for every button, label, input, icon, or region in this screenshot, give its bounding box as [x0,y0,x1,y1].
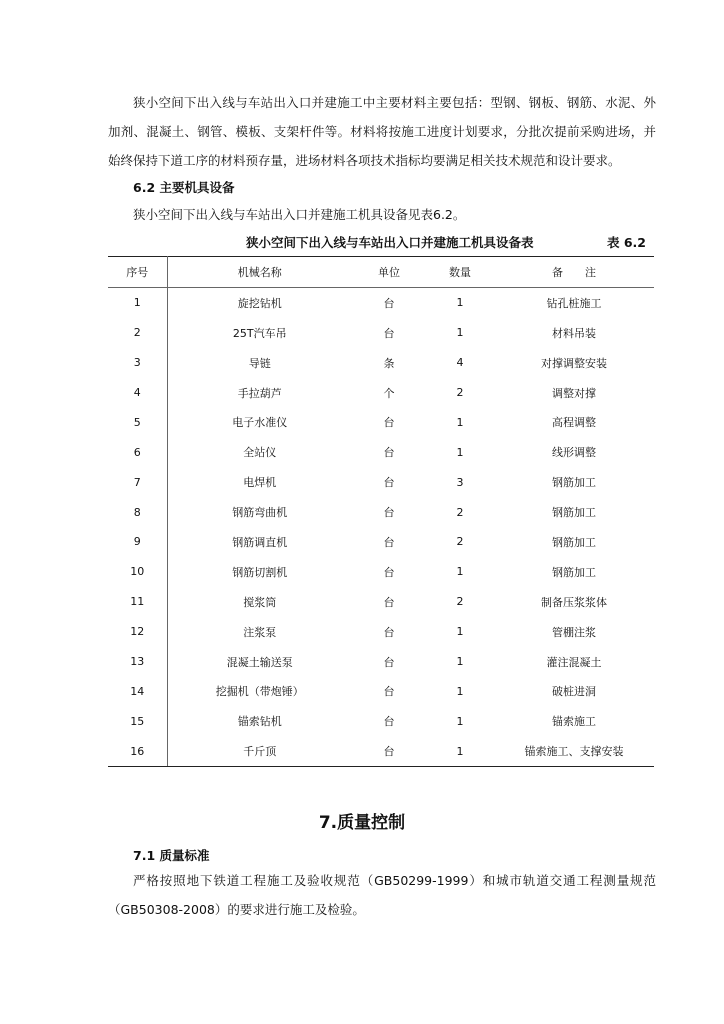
table-number: 表 6.2 [607,235,646,250]
table-body [108,287,654,766]
table-title-row [108,233,654,253]
cell-name: 旋挖钻机 [167,287,352,317]
cell-name: 钢筋调直机 [167,527,352,557]
header-unit: 单位 [352,257,426,288]
cell-remark: 对撑调整安装 [541,356,607,370]
cell-qty: 1 [456,445,464,459]
cell-unit: 台 [383,715,395,729]
table-row [108,557,654,587]
table-row [108,676,654,706]
table-row [108,437,654,467]
cell-remark: 制备压浆浆体 [541,595,607,609]
cell-remark: 破桩进洞 [552,685,596,699]
cell-qty: 1 [456,326,464,340]
cell-qty: 1 [456,565,464,579]
cell-qty: 1 [456,655,464,669]
cell-seq: 13 [130,655,145,669]
cell-name: 电子水准仪 [167,407,352,437]
cell-remark: 钻孔桩施工 [546,296,602,310]
cell-name: 导链 [167,348,352,378]
section-7-1-text: 严格按照地下铁道工程施工及验收规范（GB50299-1999）和城市轨道交通工程测量规范（GB50308-2008）的要求进行施工及检验。 [108,873,656,917]
cell-unit: 个 [383,386,395,400]
cell-unit: 台 [383,446,395,460]
cell-unit: 台 [383,326,395,340]
cell-name: 钢筋弯曲机 [167,497,352,527]
cell-name: 锚索钻机 [167,706,352,736]
cell-seq: 14 [130,684,145,698]
table-caption: 狭小空间下出入线与车站出入口并建施工机具设备表 [246,235,534,250]
cell-seq: 1 [133,296,141,310]
cell-seq: 7 [133,475,141,489]
table-row [108,736,654,766]
cell-seq: 11 [130,595,145,609]
cell-qty: 1 [456,625,464,639]
cell-seq: 4 [133,386,141,399]
table-row [108,527,654,557]
cell-seq: 3 [133,356,141,370]
cell-remark: 钢筋加工 [552,476,596,490]
cell-remark: 钢筋加工 [552,535,596,549]
cell-unit: 台 [383,296,395,310]
cell-unit: 台 [383,535,395,549]
cell-seq: 10 [130,565,145,579]
cell-unit: 台 [383,506,395,520]
cell-name: 混凝土输送泵 [167,647,352,677]
cell-name: 钢筋切割机 [167,557,352,587]
cell-name: 25T汽车吊 [167,318,352,348]
cell-seq: 8 [133,505,141,519]
cell-seq: 12 [130,625,145,639]
header-remark: 备 注 [494,257,654,288]
table-header-row [108,257,654,288]
cell-qty: 2 [456,386,464,399]
cell-name: 千斤顶 [167,736,352,766]
table-row [108,318,654,348]
cell-qty: 1 [456,296,464,310]
cell-name: 搅浆筒 [167,587,352,617]
cell-remark: 高程调整 [552,416,596,430]
cell-qty: 2 [456,505,464,519]
section-6-2-text: 狭小空间下出入线与车站出入口并建施工机具设备见表6.2。 [133,207,466,222]
table-row [108,617,654,647]
cell-name: 手拉葫芦 [167,378,352,408]
table-row [108,706,654,736]
cell-name: 全站仪 [167,437,352,467]
cell-qty: 3 [456,475,464,489]
cell-qty: 1 [456,415,464,429]
cell-unit: 台 [383,565,395,579]
materials-paragraph: 狭小空间下出入线与车站出入口并建施工中主要材料主要包括：型钢、钢板、钢筋、水泥、外加剂、混凝土、钢管、模板、支架杆件等。材料将按施工进度计划要求，分批次提前采购进场，并始终保持下道工序的材料预存量，进场材料各项技术指标均要满足相关技术规范和设计要求。 [108,95,656,168]
cell-remark: 管棚注浆 [552,625,596,639]
table-row [108,647,654,677]
cell-seq: 5 [133,415,141,429]
cell-remark: 锚索施工、支撑安装 [494,736,654,766]
cell-qty: 2 [456,535,464,549]
equipment-table [108,256,654,767]
cell-qty: 4 [456,356,464,370]
cell-unit: 台 [383,595,395,609]
table-row [108,587,654,617]
cell-seq: 16 [108,736,167,766]
header-name: 机械名称 [167,257,352,288]
table-row [108,348,654,378]
table-row [108,407,654,437]
header-qty: 数量 [426,257,494,288]
table-row [108,287,654,317]
cell-remark: 钢筋加工 [552,506,596,520]
section-7-1-heading: 7.1 质量标准 [133,848,210,863]
cell-remark: 灌注混凝土 [546,655,602,669]
cell-remark: 材料吊装 [552,326,596,340]
cell-qty: 1 [456,714,464,728]
table-row [108,378,654,408]
cell-remark: 线形调整 [552,446,596,460]
table-row [108,467,654,497]
cell-remark: 钢筋加工 [552,565,596,579]
cell-unit: 台 [383,476,395,490]
cell-unit: 台 [383,655,395,669]
cell-seq: 6 [133,445,141,459]
section-6-2-heading: 6.2 主要机具设备 [133,180,235,195]
cell-remark: 锚索施工 [552,715,596,729]
cell-qty: 1 [426,736,494,766]
cell-seq: 2 [133,326,141,340]
cell-unit: 条 [383,356,395,370]
cell-unit: 台 [383,625,395,639]
cell-seq: 9 [133,535,141,549]
cell-seq: 15 [130,714,145,728]
cell-name: 电焊机 [167,467,352,497]
header-seq: 序号 [108,257,167,288]
section-7-title: 7.质量控制 [318,813,406,833]
cell-unit: 台 [383,416,395,430]
cell-remark: 调整对撑 [552,386,596,400]
cell-qty: 2 [456,595,464,609]
cell-qty: 1 [456,684,464,698]
cell-unit: 台 [383,685,395,699]
table-row [108,497,654,527]
cell-unit: 台 [352,736,426,766]
cell-name: 注浆泵 [167,617,352,647]
cell-name: 挖掘机（带炮锤） [167,676,352,706]
